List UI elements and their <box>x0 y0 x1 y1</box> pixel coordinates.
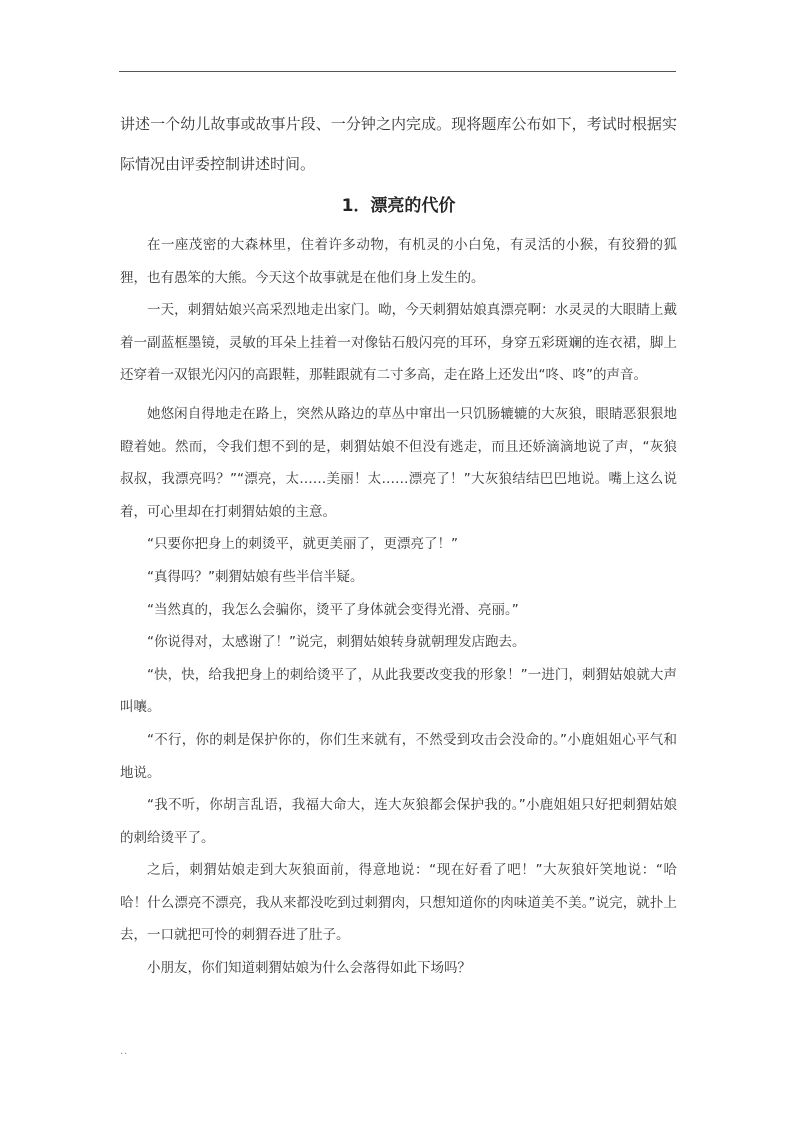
story-paragraph: 她悠闲自得地走在路上，突然从路边的草丛中窜出一只饥肠辘辘的大灰狼，眼睛恶狠狠地瞪着她。然而，令我们想不到的是，刺猬姑娘不但没有逃走，而且还娇滴滴地说了声，“灰狼叔叔，我漂亮吗？”“漂亮，太……美丽！太……漂亮了！”大灰狼结结巴巴地说。嘴上这么说着，可心里却在打刺猬姑娘的主意。 <box>120 405 677 520</box>
footer-mark: .. <box>120 1046 129 1057</box>
intro-paragraph: 讲述一个幼儿故事或故事片段、一分钟之内完成。现将题库公布如下，考试时根据实际情况由评委控制讲述时间。 <box>120 115 677 173</box>
story-paragraph: “快，快，给我把身上的刺给烫平了，从此我要改变我的形象！”一进门，刺猬姑娘就大声叫嚷。 <box>120 666 677 716</box>
story-paragraph: 在一座茂密的大森林里，住着许多动物，有机灵的小白兔，有灵活的小猴，有狡猾的狐狸，也有愚笨的大熊。今天这个故事就是在他们身上发生的。 <box>120 237 677 286</box>
story-title: 1．漂亮的代价 <box>341 196 456 216</box>
story-paragraph: 一天，刺猬姑娘兴高采烈地走出家门。呦，今天刺猬姑娘真漂亮啊：水灵灵的大眼睛上戴着一副蓝框墨镜，灵敏的耳朵上挂着一对像钻石般闪亮的耳环，身穿五彩斑斓的连衣裙，脚上还穿着一双银光闪闪的高跟鞋，那鞋跟就有二寸多高，走在路上还发出“咚、咚”的声音。 <box>120 302 677 384</box>
story-paragraph: “真得吗？”刺猬姑娘有些半信半疑。 <box>147 568 364 585</box>
document-body <box>120 104 677 985</box>
story-paragraph: 小朋友，你们知道刺猬姑娘为什么会落得如此下场吗？ <box>147 960 471 977</box>
story-paragraph: “只要你把身上的刺烫平，就更美丽了，更漂亮了！” <box>147 536 458 553</box>
story-paragraph: 之后，刺猬姑娘走到大灰狼面前，得意地说：“现在好看了吧！”大灰狼奸笑地说：“哈哈！什么漂亮不漂亮，我从来都没吃到过刺猬肉，只想知道你的肉味道美不美。”说完，就扑上去，一口就把可怜的刺猬吞进了肚子。 <box>120 862 677 944</box>
story-paragraph: “我不听，你胡言乱语，我福大命大，连大灰狼都会保护我的。”小鹿姐姐只好把刺猬姑娘的刺给烫平了。 <box>120 797 677 846</box>
story-paragraph: “你说得对，太感谢了！”说完，刺猬姑娘转身就朝理发店跑去。 <box>147 634 526 651</box>
story-paragraph: “不行，你的刺是保护你的，你们生来就有，不然受到攻击会没命的。”小鹿姐姐心平气和地说。 <box>120 731 677 781</box>
header-rule <box>119 71 676 72</box>
story-paragraph: “当然真的，我怎么会骗你，烫平了身体就会变得光滑、亮丽。” <box>147 601 519 618</box>
